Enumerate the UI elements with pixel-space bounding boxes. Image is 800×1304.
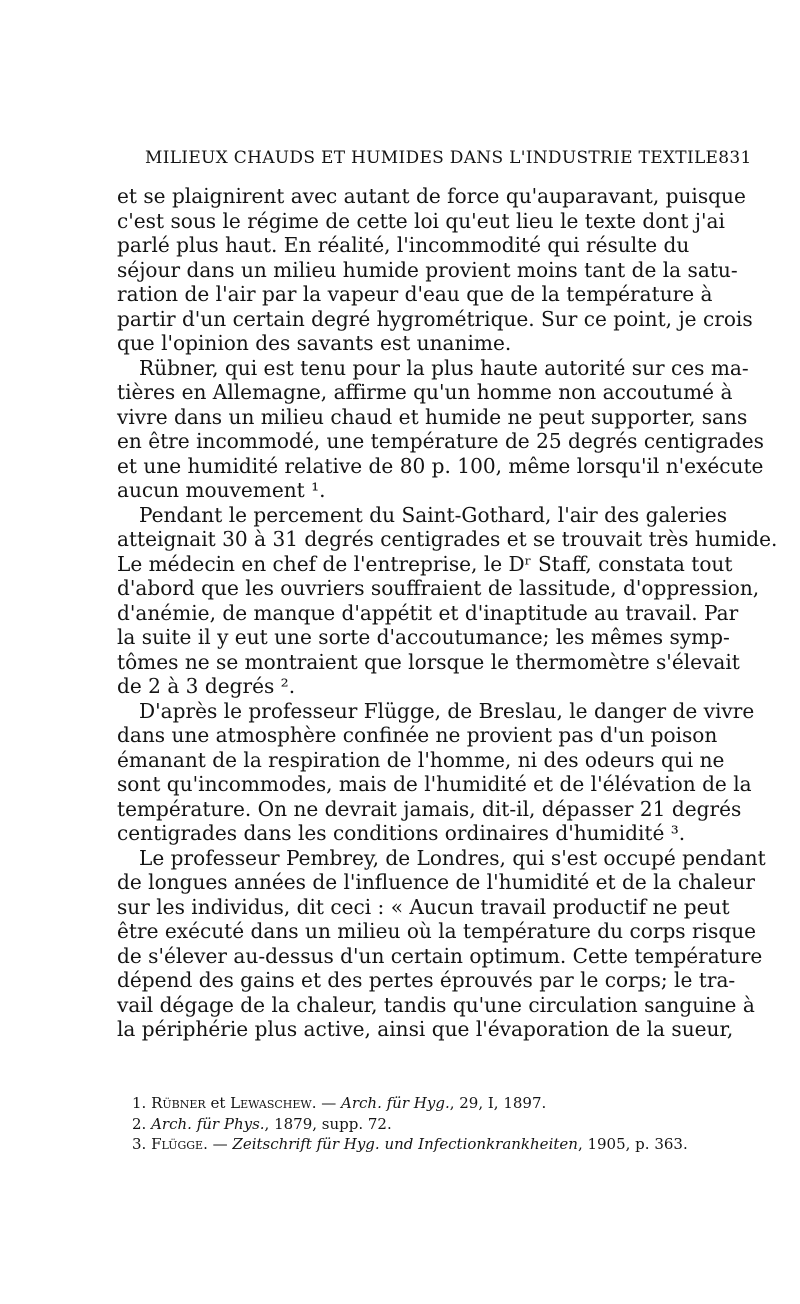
- footnote-source: Arch. für Hyg.: [341, 1094, 450, 1112]
- text-line: et une humidité relative de 80 p. 100, même lorsqu'il n'exécute: [117, 453, 764, 478]
- text-line: vivre dans un milieu chaud et humide ne peut supporter, sans: [117, 404, 748, 429]
- running-title: MILIEUX CHAUDS ET HUMIDES DANS L'INDUSTRIE TEXTILE: [145, 148, 719, 168]
- footnote-separator: . —: [203, 1135, 233, 1153]
- text-line: être exécuté dans un milieu où la température du corps risque: [117, 919, 757, 943]
- text-line: vail dégage de la chaleur, tandis qu'une circulation sanguine à: [117, 992, 755, 1017]
- text-line: atteignait 30 à 31 degrés centigrades et se trouvait très humide.: [117, 527, 778, 551]
- text-line: aucun mouvement ¹.: [117, 478, 326, 502]
- footnote-author: Lewaschew: [230, 1094, 312, 1112]
- page-number: 831: [718, 148, 752, 168]
- body-text: [117, 184, 778, 1042]
- text-line: dans une atmosphère confinée ne provient pas d'un poison: [117, 723, 718, 747]
- text-line: en être incommodé, une température de 25 degrés centigrades: [117, 429, 764, 453]
- footnote-number: 2.: [132, 1114, 147, 1133]
- footnote: [132, 1093, 692, 1114]
- text-line: et se plaignirent avec autant de force qu'auparavant, puisque: [117, 184, 746, 208]
- running-header: [145, 148, 752, 168]
- footnote-details: , 1905, p. 363.: [577, 1135, 688, 1153]
- footnote-joiner: et: [205, 1094, 231, 1112]
- footnote-source: Arch. für Phys.: [151, 1114, 265, 1133]
- footnote-details: , 1879, supp. 72.: [264, 1114, 392, 1133]
- text-line: Pendant le percement du Saint-Gothard, l'air des galeries: [139, 502, 728, 527]
- footnote-details: , 29, I, 1897.: [449, 1094, 547, 1112]
- text-line: tômes ne se montraient que lorsque le thermomètre s'élevait: [117, 649, 740, 674]
- text-line: la suite il y eut une sorte d'accoutumance; les mêmes symp-: [117, 625, 730, 649]
- text-line: la périphérie plus active, ainsi que l'évaporation de la sueur,: [117, 1017, 734, 1041]
- footnote: [132, 1134, 692, 1155]
- text-line: Le professeur Pembrey, de Londres, qui s'est occupé pendant: [139, 845, 766, 870]
- text-line: tières en Allemagne, affirme qu'un homme non accoutumé à: [117, 380, 733, 404]
- footnote-number: 3.: [132, 1135, 147, 1153]
- text-line: ration de l'air par la vapeur d'eau que de la température à: [117, 282, 713, 306]
- text-line: que l'opinion des savants est unanime.: [117, 331, 512, 355]
- text-line: émanant de la respiration de l'homme, ni des odeurs qui ne: [117, 747, 725, 772]
- text-line: sont qu'incommodes, mais de l'humidité et de l'élévation de la: [117, 772, 752, 796]
- text-line: de s'élever au-dessus d'un certain optimum. Cette température: [117, 943, 763, 968]
- text-line: partir d'un certain degré hygrométrique. Sur ce point, je crois: [117, 306, 753, 331]
- text-line: séjour dans un milieu humide provient moins tant de la satu-: [117, 257, 738, 282]
- text-line: parlé plus haut. En réalité, l'incommodité qui résulte du: [117, 233, 690, 257]
- text-line: dépend des gains et des pertes éprouvés par le corps; le tra-: [117, 968, 736, 992]
- text-line: d'anémie, de manque d'appétit et d'inaptitude au travail. Par: [117, 600, 739, 625]
- text-line: D'après le professeur Flügge, de Breslau, le danger de vivre: [139, 698, 755, 723]
- footnote-author: Rübner: [151, 1094, 206, 1112]
- text-line: c'est sous le régime de cette loi qu'eut lieu le texte dont j'ai: [117, 208, 725, 233]
- text-line: Le médecin en chef de l'entreprise, le Dʳ Staff, constata tout: [117, 551, 733, 576]
- footnote-author: Flügge: [151, 1135, 204, 1153]
- text-line: Rübner, qui est tenu pour la plus haute autorité sur ces ma-: [139, 355, 749, 380]
- text-line: de 2 à 3 degrés ².: [117, 674, 296, 698]
- text-line: température. On ne devrait jamais, dit-il, dépasser 21 degrés: [117, 796, 742, 821]
- text-line: d'abord que les ouvriers souffraient de lassitude, d'oppression,: [117, 576, 760, 600]
- text-line: centigrades dans les conditions ordinaires d'humidité ³.: [117, 821, 686, 845]
- footnote-separator: . —: [311, 1094, 342, 1112]
- footnotes: [132, 1093, 692, 1155]
- text-line: sur les individus, dit ceci : « Aucun travail productif ne peut: [117, 894, 730, 919]
- footnote-source: Zeitschrift für Hyg. und Infectionkrankheiten: [232, 1135, 578, 1153]
- footnote-number: 1.: [132, 1094, 147, 1112]
- text-line: de longues années de l'influence de l'humidité et de la chaleur: [117, 870, 755, 894]
- footnote: [132, 1114, 692, 1135]
